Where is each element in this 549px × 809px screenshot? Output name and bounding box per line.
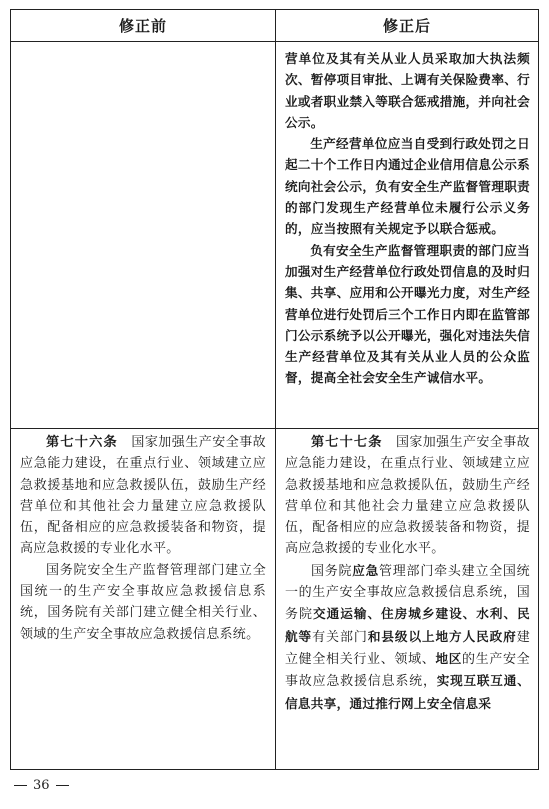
amended-text: 交通运输、住房城乡建设、水利、民航等 <box>285 606 530 644</box>
article-77-heading: 第七十七条 <box>311 435 383 450</box>
footer-dash-right <box>56 785 69 786</box>
row1-after-paragraph: 负有安全生产监督管理职责的部门应当加强对生产经营单位行政处罚信息的及时归集、共享、应用和公开曝光力度，对生产经营单位进行处罚后三个工作日内即在监管部门公示系统予以公开曝光，强化对违法失信生产经营单位及其有关从业人员的公众监督，提高全社会安全生产诚信水平。 <box>285 242 530 386</box>
row-divider <box>11 428 538 429</box>
article-77-paragraph-2 <box>285 560 530 715</box>
header-before: 修正前 <box>118 17 167 35</box>
article-77-paragraph <box>285 432 530 560</box>
page-footer <box>14 778 69 793</box>
footer-dash-left <box>14 785 27 786</box>
header-after: 修正后 <box>382 17 431 35</box>
text-run: 建立健全相关行业、领域、 <box>285 629 530 667</box>
row1-after-paragraph: 生产经营单位应当自受到行政处罚之日起二十个工作日内通过企业信用信息公示系统向社会公示，负有安全生产监督管理职责的部门发现生产经营单位未履行公示义务的，应当按照有关规定予以联合惩戒。 <box>285 136 530 237</box>
amended-text: 实现互联互通、信息共享，通过推行网上安全信息采 <box>285 673 530 711</box>
text-run: 的生产安全事故应急救援信息系统， <box>285 651 530 690</box>
article-76-paragraph-2: 国务院安全生产监督管理部门建立全国统一的生产安全事故应急救援信息系统，国务院有关部门建立健全相关行业、领域的生产安全事故应急救援信息系统。 <box>20 562 266 642</box>
article-77-text: 国家加强生产安全事故应急能力建设，在重点行业、领域建立应急救援基地和应急救援队伍，鼓励生产经营单位和其他社会力量建立应急救援队伍，配备相应的应急救援装备和物资，提高应急救援的专业化水平。 <box>285 435 530 557</box>
header-divider <box>11 41 538 42</box>
row2-after-cell <box>285 432 530 765</box>
article-76-text: 国家加强生产安全事故应急能力建设，在重点行业、领域建立应急救援基地和应急救援队伍，鼓励生产经营单位和其他社会力量建立应急救援队伍，配备相应的应急救援装备和物资，提高应急救援的专业化水平。 <box>20 435 266 557</box>
text-run: 有关部门 <box>312 629 368 645</box>
amended-text: 地区 <box>435 650 462 666</box>
article-76-heading: 第七十六条 <box>46 435 118 450</box>
comparison-table <box>10 9 539 770</box>
page-number: 36 <box>33 778 50 793</box>
row1-after-cell <box>285 48 530 424</box>
amended-text: 应急 <box>352 562 380 578</box>
column-divider <box>275 10 276 769</box>
amended-text: 和县级以上地方人民政府 <box>367 628 517 644</box>
article-76-paragraph <box>20 432 266 560</box>
row1-after-paragraph: 营单位及其有关从业人员采取加大执法频次、暂停项目审批、上调有关保险费率、行业或者职业禁入等联合惩戒措施，并向社会公示。 <box>285 51 530 130</box>
text-run: 管理部门牵头建立全国统一的生产安全事故应急救援信息系统，国务院 <box>285 563 530 623</box>
row2-before-cell <box>20 432 266 762</box>
text-run: 国务院 <box>311 563 353 579</box>
